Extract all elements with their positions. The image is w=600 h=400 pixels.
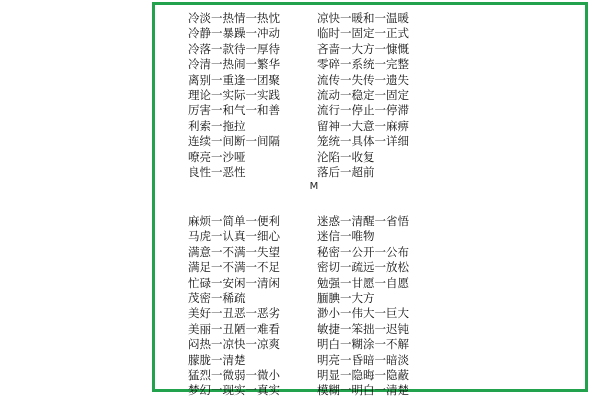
list-item: 利索一拖拉 bbox=[188, 118, 246, 133]
list-item: 沦陷一收复 bbox=[317, 149, 375, 164]
list-item: 嘹亮一沙哑 bbox=[188, 149, 246, 164]
list-item: 勉强一甘愿一自愿 bbox=[317, 275, 409, 290]
list-item: 冷静一暴躁一冲动 bbox=[188, 26, 280, 41]
list-item: 留神一大意一麻痹 bbox=[317, 118, 409, 133]
document-frame bbox=[152, 2, 588, 398]
list-item: 冷淡一热情一热忱 bbox=[188, 11, 280, 25]
section-marker: M bbox=[309, 181, 319, 192]
list-item: 流行一停止一停滞 bbox=[317, 103, 409, 118]
list-item: 冷清一热闹一繁华 bbox=[188, 57, 280, 72]
list-item: 明白一糊涂一不解 bbox=[317, 337, 409, 352]
list-item: 忙碌一安闲一清闲 bbox=[188, 275, 280, 290]
antonym-list-top-right bbox=[317, 11, 409, 180]
list-item: 腼腆一大方 bbox=[317, 290, 375, 305]
list-item: 零碎一系统一完整 bbox=[317, 57, 409, 72]
list-item: 明亮一昏暗一暗淡 bbox=[317, 352, 409, 367]
list-item: 笼统一具体一详细 bbox=[317, 134, 409, 149]
list-item: 密切一疏远一放松 bbox=[317, 260, 409, 275]
list-item: 连续一间断一间隔 bbox=[188, 134, 280, 149]
list-item: 敏捷一笨拙一迟钝 bbox=[317, 321, 409, 336]
list-item: 模糊一明白一清楚 bbox=[317, 383, 409, 398]
list-item: 流动一稳定一固定 bbox=[317, 87, 409, 102]
list-item: 厉害一和气一和善 bbox=[188, 103, 280, 118]
list-item: 落后一超前 bbox=[317, 164, 375, 179]
antonym-list-bottom-right bbox=[317, 214, 409, 399]
list-item: 朦胧一清楚 bbox=[188, 352, 246, 367]
list-item: 闷热一凉快一凉爽 bbox=[188, 337, 280, 352]
list-item: 临时一固定一正式 bbox=[317, 26, 409, 41]
list-item: 流传一失传一遗失 bbox=[317, 72, 409, 87]
list-item: 美丽一丑陋一难看 bbox=[188, 321, 280, 336]
list-item: 冷落一款待一厚待 bbox=[188, 41, 280, 56]
list-item: 迷信一唯物 bbox=[317, 229, 375, 244]
list-item: 迷惑一清醒一省悟 bbox=[317, 214, 409, 228]
list-item: 离别一重逢一团聚 bbox=[188, 72, 280, 87]
list-item: 马虎一认真一细心 bbox=[188, 229, 280, 244]
list-item: 吝啬一大方一慷慨 bbox=[317, 41, 409, 56]
antonym-list-bottom-left bbox=[188, 214, 280, 399]
list-item: 明显一隐晦一隐蔽 bbox=[317, 367, 409, 382]
list-item: 满意一不满一失望 bbox=[188, 244, 280, 259]
list-item: 凉快一暖和一温暖 bbox=[317, 11, 409, 25]
list-item: 茂密一稀疏 bbox=[188, 290, 246, 305]
list-item: 良性一恶性 bbox=[188, 164, 246, 179]
list-item: 梦幻一现实一真实 bbox=[188, 383, 280, 398]
list-item: 理论一实际一实践 bbox=[188, 87, 280, 102]
list-item: 麻烦一简单一便利 bbox=[188, 214, 280, 228]
antonym-list-top-left bbox=[188, 11, 280, 180]
list-item: 满足一不满一不足 bbox=[188, 260, 280, 275]
list-item: 猛烈一微弱一微小 bbox=[188, 367, 280, 382]
list-item: 渺小一伟大一巨大 bbox=[317, 306, 409, 321]
list-item: 美好一丑恶一恶劣 bbox=[188, 306, 280, 321]
list-item: 秘密一公开一公布 bbox=[317, 244, 409, 259]
